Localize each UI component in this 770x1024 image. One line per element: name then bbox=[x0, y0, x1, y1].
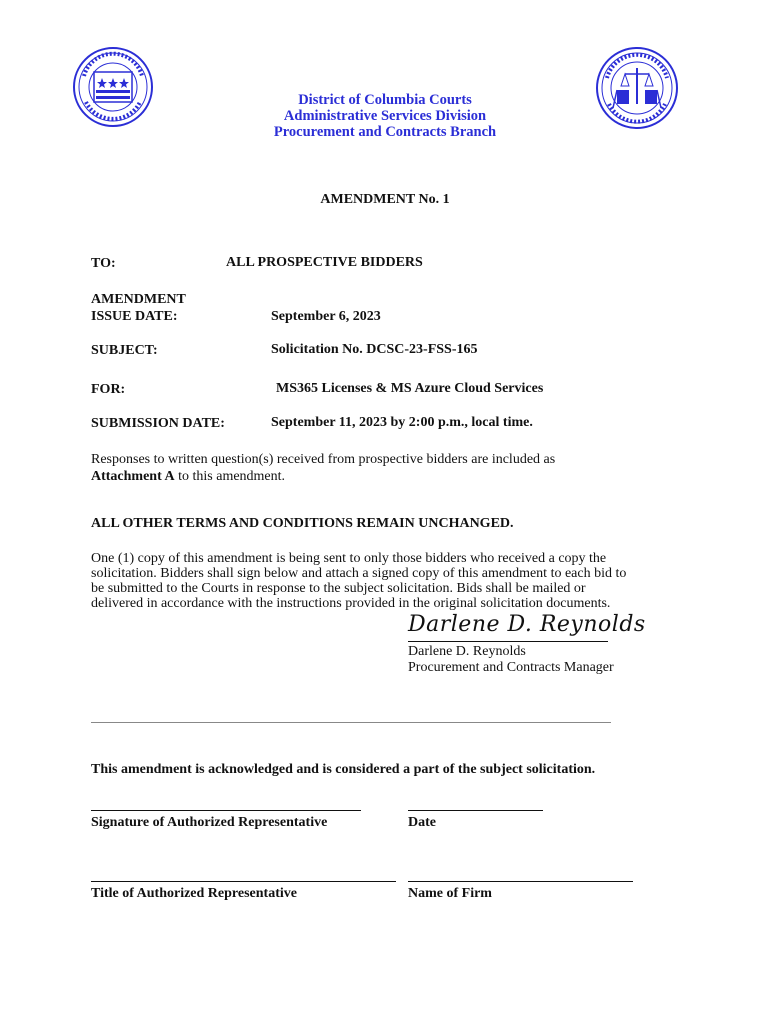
to-label: TO: bbox=[91, 256, 116, 271]
issue-date-label-line1: AMENDMENT bbox=[91, 292, 186, 307]
firm-line[interactable] bbox=[408, 881, 633, 882]
title-field-label: Title of Authorized Representative bbox=[91, 886, 297, 901]
branch-name: Procurement and Contracts Branch bbox=[273, 124, 497, 140]
responses-tail: to this amendment. bbox=[174, 469, 286, 484]
letterhead bbox=[0, 92, 770, 140]
date-field-label: Date bbox=[408, 815, 436, 830]
for-value: MS365 Licenses & MS Azure Cloud Services bbox=[276, 381, 544, 396]
signatory-position: Procurement and Contracts Manager bbox=[408, 660, 614, 675]
for-label: FOR: bbox=[91, 382, 126, 397]
issue-date-value: September 6, 2023 bbox=[271, 309, 381, 324]
instructions-line2: solicitation. Bidders shall sign below and attach a signed copy of this amendment to each bid to bbox=[91, 566, 627, 581]
responses-line1: Responses to written question(s) received from prospective bidders are included as bbox=[91, 452, 556, 467]
firm-field-label: Name of Firm bbox=[408, 886, 492, 901]
issue-date-label bbox=[91, 291, 186, 325]
instructions-line4: delivered in accordance with the instructions provided in the original solicitation documents. bbox=[91, 596, 611, 611]
instructions-line1: One (1) copy of this amendment is being sent to only those bidders who received a copy the bbox=[91, 551, 607, 566]
handwritten-signature: Darlene D. Reynolds bbox=[408, 612, 646, 637]
instructions-line3: be submitted to the Courts in response to the subject solicitation. Bids shall be mailed or bbox=[91, 581, 586, 596]
signature-line[interactable] bbox=[91, 810, 361, 811]
divider bbox=[91, 722, 611, 723]
subject-value: Solicitation No. DCSC-23-FSS-165 bbox=[271, 342, 478, 357]
submission-date-value: September 11, 2023 by 2:00 p.m., local time. bbox=[271, 415, 533, 430]
issue-date-label-line2: ISSUE DATE: bbox=[91, 309, 178, 324]
submission-date-label: SUBMISSION DATE: bbox=[91, 416, 225, 431]
instructions-paragraph bbox=[91, 551, 711, 611]
division-name: Administrative Services Division bbox=[283, 108, 487, 124]
subject-label: SUBJECT: bbox=[91, 343, 158, 358]
signatory-block bbox=[408, 644, 614, 676]
amendment-title: AMENDMENT No. 1 bbox=[320, 192, 450, 207]
attachment-reference: Attachment A bbox=[91, 469, 175, 484]
acknowledgement-statement: This amendment is acknowledged and is considered a part of the subject solicitation. bbox=[91, 762, 596, 777]
responses-line2 bbox=[91, 468, 691, 485]
to-value: ALL PROSPECTIVE BIDDERS bbox=[226, 255, 423, 270]
responses-paragraph bbox=[91, 451, 691, 485]
terms-unchanged: ALL OTHER TERMS AND CONDITIONS REMAIN UNCHANGED. bbox=[91, 516, 514, 531]
date-line[interactable] bbox=[408, 810, 543, 811]
title-line[interactable] bbox=[91, 881, 396, 882]
signature-field-label: Signature of Authorized Representative bbox=[91, 815, 328, 830]
signature-underline bbox=[408, 641, 608, 642]
signatory-name: Darlene D. Reynolds bbox=[408, 644, 526, 659]
court-name: District of Columbia Courts bbox=[298, 92, 472, 108]
